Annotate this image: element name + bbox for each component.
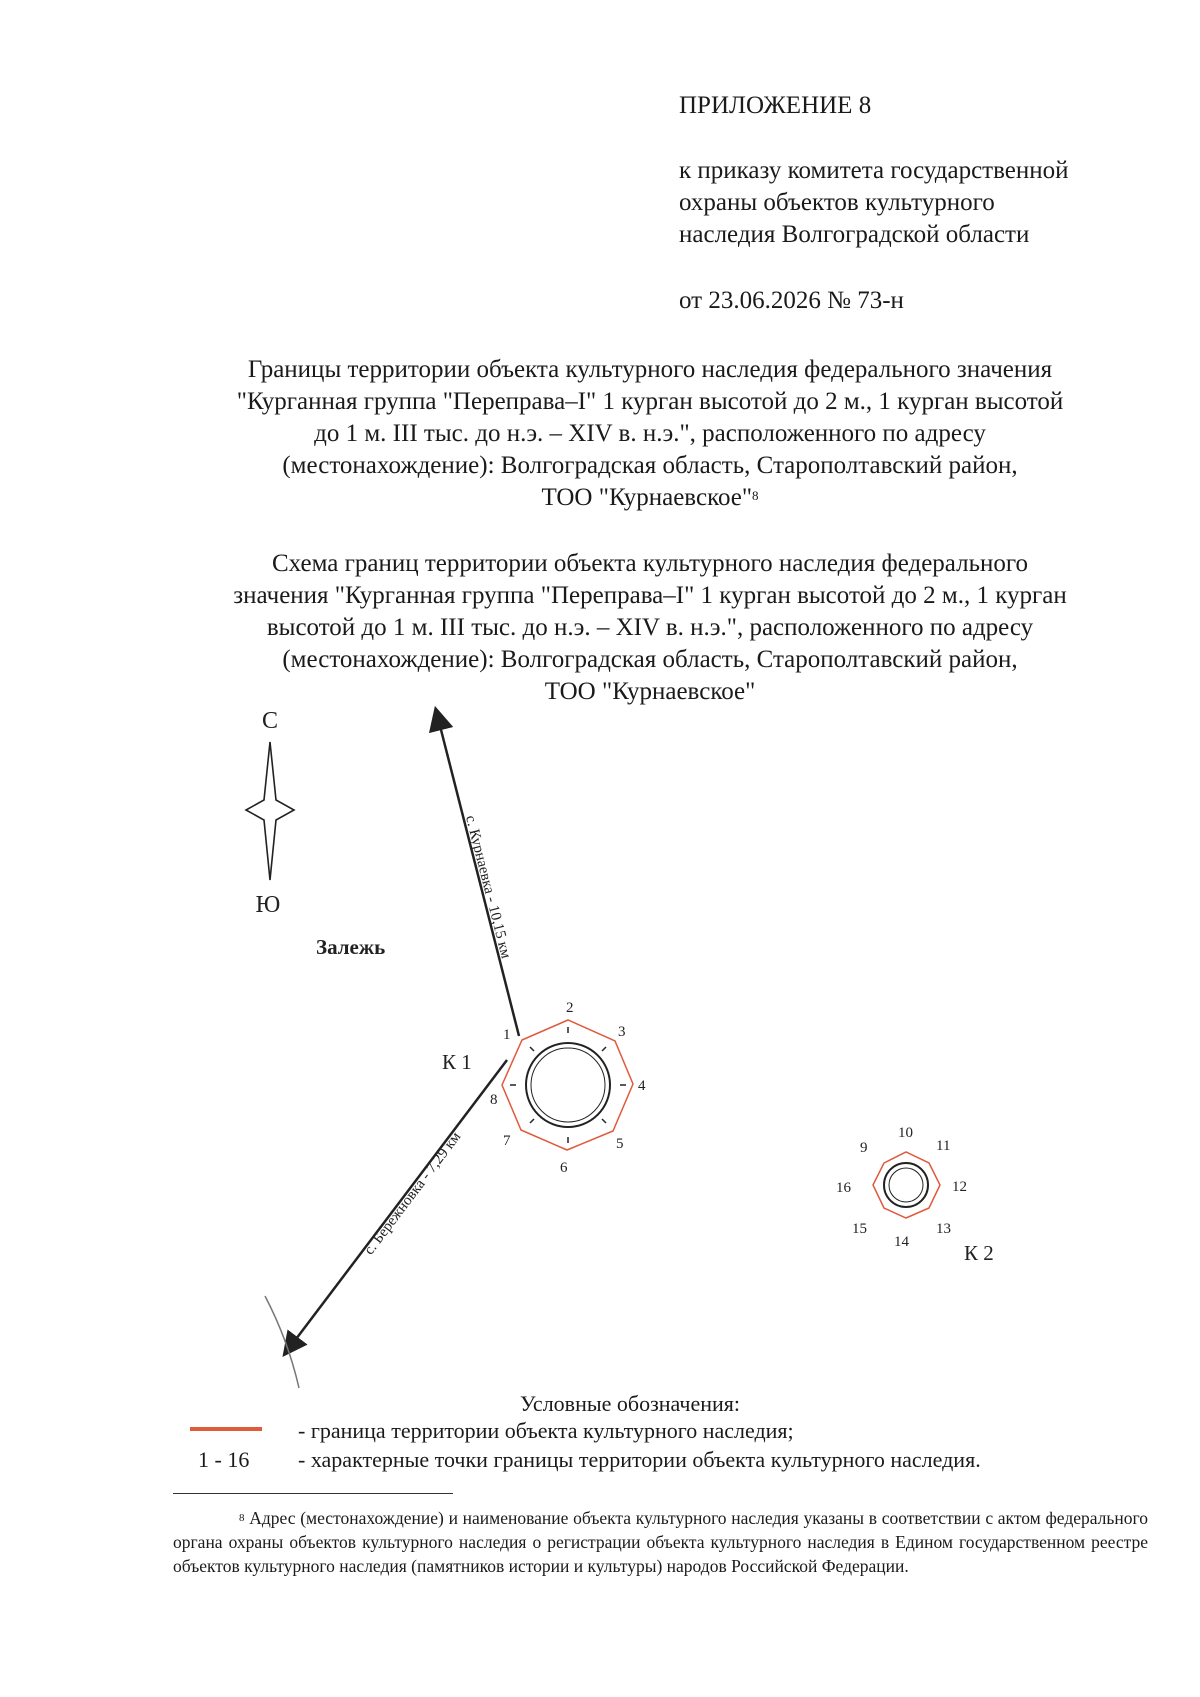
footnote-mark: 8 [239, 1512, 245, 1524]
point-label: 8 [490, 1092, 498, 1108]
mound-k2-label: К 2 [964, 1241, 994, 1265]
appendix-line-3: наследия Волгоградской области [679, 221, 1030, 248]
point-label: 2 [566, 1000, 574, 1016]
mound-k1-boundary [502, 1020, 633, 1150]
legend-title: Условные обозначения: [520, 1391, 741, 1416]
area-label: Залежь [316, 935, 386, 959]
title-line: до 1 м. III тыс. до н.э. – XIV в. н.э.", расположенного по адресу [314, 420, 986, 447]
road-label-southwest: с. Бережновка - 7,29 км [361, 1129, 465, 1259]
footnote [173, 1506, 1148, 1578]
legend-points-range: 1 - 16 [198, 1447, 250, 1472]
point-label: 6 [560, 1160, 568, 1176]
scheme-title-line: ТОО "Курнаевское" [544, 678, 756, 705]
point-label: 5 [616, 1136, 624, 1152]
compass-rose-icon [246, 708, 294, 918]
scheme-title-line: (местонахождение): Волгоградская область, Старополтавский район, [282, 646, 1018, 673]
point-label: 4 [638, 1078, 646, 1094]
mound-k2-inner-outline [889, 1168, 923, 1202]
title-line: "Курганная группа "Переправа–I" 1 курган высотой до 2 м., 1 курган высотой [236, 388, 1064, 415]
mound-k1-outline [526, 1043, 610, 1127]
point-label: 13 [936, 1221, 951, 1237]
point-label: 1 [503, 1027, 511, 1043]
compass-needle-icon [246, 742, 294, 880]
boundary-scheme-map [0, 690, 1200, 1390]
scheme-title [150, 548, 1150, 708]
appendix-line-2: охраны объектов культурного [679, 189, 995, 216]
document-title [150, 354, 1150, 514]
legend-boundary-description: - граница территории объекта культурного наследия; [298, 1418, 794, 1443]
legend-boundary-swatch [190, 1427, 262, 1431]
appendix-title: ПРИЛОЖЕНИЕ 8 [679, 92, 872, 119]
point-label: 15 [852, 1221, 867, 1237]
title-line-last: ТОО "Курнаевское"$^8$ [541, 484, 759, 511]
scheme-title-line: значения "Курганная группа "Переправа–I" 1 курган высотой до 2 м., 1 курган [233, 582, 1067, 609]
compass-north-label: С [261, 708, 279, 734]
appendix-line-1: к приказу комитета государственной [679, 157, 1069, 184]
point-label: 16 [836, 1180, 851, 1196]
point-label: 7 [503, 1133, 511, 1149]
road-label-north: с. Курнаевка - 10,15 км [461, 813, 514, 961]
point-label: 14 [894, 1234, 909, 1250]
order-date-line: от 23.06.2026 № 73-н [679, 287, 904, 314]
point-label: 11 [936, 1138, 951, 1154]
footnote-reference[interactable]: 8 [752, 488, 759, 503]
mound-k2-outline [884, 1163, 928, 1207]
mound-k1-inner-outline [531, 1048, 605, 1122]
title-line: (местонахождение): Волгоградская область, Старополтавский район, [282, 452, 1018, 479]
footnote-separator [173, 1493, 453, 1494]
mound-k1-label: К 1 [442, 1050, 472, 1074]
scheme-title-line: Схема границ территории объекта культурного наследия федерального [271, 550, 1029, 577]
point-label: 10 [898, 1125, 913, 1141]
point-label: 12 [952, 1179, 967, 1195]
footnote-text: Адрес (местонахождение) и наименование объекта культурного наследия указаны в соответствии с актом федерального органа охраны объектов культурного наследия о регистрации объекта культурного наследия в Едином государственном реестре объектов культурного наследия (памятников истории и культуры) народов Российской Федерации. [173, 1508, 1148, 1576]
mound-k1-ticks [510, 1027, 626, 1143]
point-label: 9 [860, 1140, 868, 1156]
legend-points-description: - характерные точки границы территории объекта культурного наследия. [298, 1447, 981, 1472]
compass-south-label: Ю [255, 892, 281, 918]
title-line: Границы территории объекта культурного наследия федерального значения [247, 356, 1053, 383]
scheme-title-line: высотой до 1 м. III тыс. до н.э. – XIV в. н.э.", расположенного по адресу [266, 614, 1034, 641]
point-label: 3 [618, 1024, 626, 1040]
